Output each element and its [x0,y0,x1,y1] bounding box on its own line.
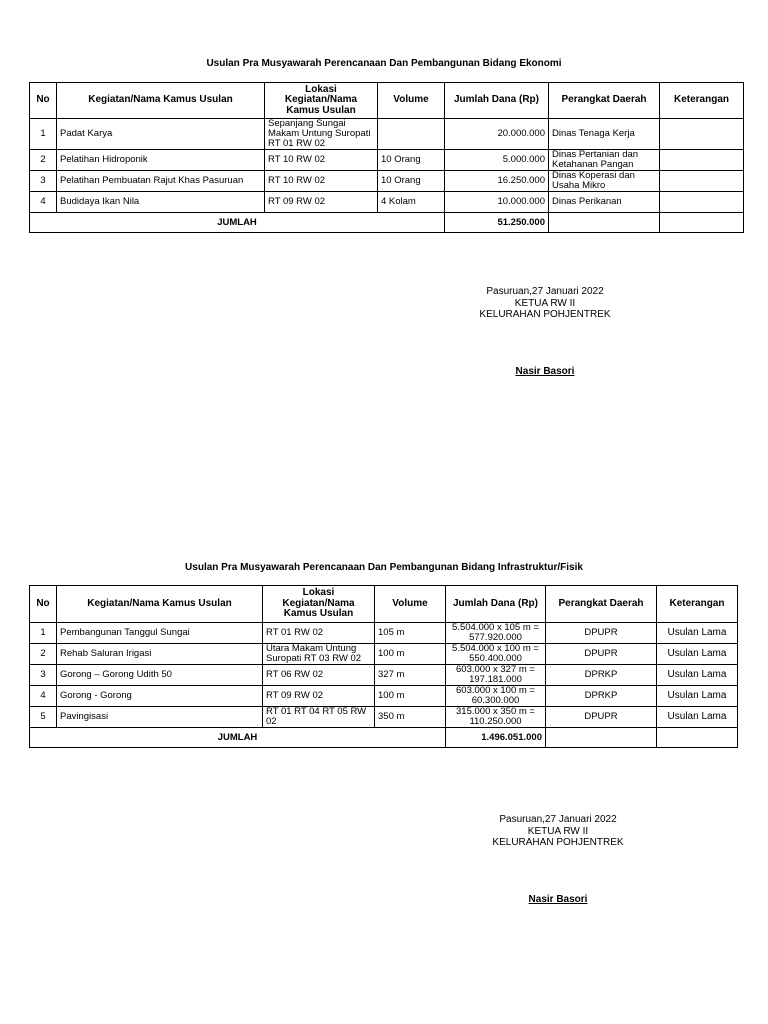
cell-volume [378,119,445,150]
cell-no: 1 [30,119,57,150]
signature-name: Nasir Basori [515,365,575,377]
table-row [30,707,738,728]
cell-kegiatan: Pelatihan Pembuatan Rajut Khas Pasuruan [57,171,265,192]
cell-kegiatan: Pavingisasi [57,707,263,728]
cell-volume: 4 Kolam [378,192,445,213]
total-row [30,213,744,233]
cell-volume: 10 Orang [378,150,445,171]
total-empty-cell [549,213,660,233]
total-value: 1.496.051.000 [446,728,546,748]
header-perangkat: Perangkat Daerah [549,83,660,119]
cell-no: 4 [30,686,57,707]
table-row [30,192,744,213]
cell-no: 2 [30,644,57,665]
cell-lokasi: RT 10 RW 02 [265,171,378,192]
total-empty-cell [660,213,744,233]
cell-jumlah: 10.000.000 [445,192,549,213]
cell-jumlah: 16.250.000 [445,171,549,192]
cell-jumlah: 5.504.000 x 100 m = 550.400.000 [446,644,546,665]
cell-lokasi: RT 06 RW 02 [263,665,375,686]
cell-lokasi: RT 09 RW 02 [265,192,378,213]
cell-no: 2 [30,150,57,171]
cell-volume: 350 m [375,707,446,728]
cell-volume: 105 m [375,623,446,644]
total-value: 51.250.000 [445,213,549,233]
cell-jumlah: 5.504.000 x 105 m = 577.920.000 [446,623,546,644]
cell-volume: 10 Orang [378,171,445,192]
table-infrastruktur [29,585,738,748]
cell-lokasi: RT 10 RW 02 [265,150,378,171]
cell-keterangan: Usulan Lama [657,623,738,644]
table-title-ekonomi: Usulan Pra Musyawarah Perencanaan Dan Pembangunan Bidang Ekonomi [206,58,562,69]
header-perangkat: Perangkat Daerah [546,586,657,623]
header-no: No [30,83,57,119]
cell-keterangan [660,192,744,213]
table-row [30,665,738,686]
cell-jumlah: 315.000 x 350 m = 110.250.000 [446,707,546,728]
cell-perangkat: Dinas Perikanan [549,192,660,213]
cell-perangkat: DPRKP [546,686,657,707]
total-row [30,728,738,748]
cell-perangkat: DPUPR [546,623,657,644]
cell-perangkat: Dinas Pertanian dan Ketahanan Pangan [549,150,660,171]
table-row [30,171,744,192]
cell-perangkat: DPRKP [546,665,657,686]
cell-lokasi: RT 01 RW 02 [263,623,375,644]
cell-perangkat: Dinas Koperasi dan Usaha Mikro [549,171,660,192]
table-row [30,150,744,171]
table-title-infrastruktur: Usulan Pra Musyawarah Perencanaan Dan Pembangunan Bidang Infrastruktur/Fisik [185,562,583,573]
cell-volume: 100 m [375,644,446,665]
cell-keterangan: Usulan Lama [657,644,738,665]
signature-place-date: Pasuruan,27 Januari 2022 [486,286,604,297]
signature-name: Nasir Basori [528,893,588,905]
cell-kegiatan: Padat Karya [57,119,265,150]
cell-keterangan: Usulan Lama [657,686,738,707]
header-no: No [30,586,57,623]
total-empty-cell [657,728,738,748]
cell-lokasi: Sepanjang Sungai Makam Untung Suropati RT 01 RW 02 [265,119,378,150]
header-kegiatan: Kegiatan/Nama Kamus Usulan [57,83,265,119]
cell-jumlah: 20.000.000 [445,119,549,150]
cell-lokasi: RT 01 RT 04 RT 05 RW 02 [263,707,375,728]
cell-kegiatan: Pembangunan Tanggul Sungai [57,623,263,644]
cell-no: 5 [30,707,57,728]
cell-no: 1 [30,623,57,644]
header-keterangan: Keterangan [657,586,738,623]
table-row [30,623,738,644]
cell-jumlah: 603.000 x 100 m = 60.300.000 [446,686,546,707]
cell-perangkat: DPUPR [546,644,657,665]
total-label: JUMLAH [30,213,445,233]
signature-place-date: Pasuruan,27 Januari 2022 [499,814,617,825]
cell-kegiatan: Rehab Saluran Irigasi [57,644,263,665]
signature-block [465,286,625,377]
total-label: JUMLAH [30,728,446,748]
cell-no: 4 [30,192,57,213]
table-row [30,119,744,150]
cell-kegiatan: Budidaya Ikan Nila [57,192,265,213]
cell-keterangan [660,150,744,171]
signature-office: KELURAHAN POHJENTREK [492,837,624,848]
header-jumlah: Jumlah Dana (Rp) [446,586,546,623]
signature-role: KETUA RW II [514,297,576,309]
header-kegiatan: Kegiatan/Nama Kamus Usulan [57,586,263,623]
header-lokasi: Lokasi Kegiatan/Nama Kamus Usulan [265,83,378,119]
cell-keterangan: Usulan Lama [657,665,738,686]
cell-keterangan: Usulan Lama [657,707,738,728]
cell-lokasi: RT 09 RW 02 [263,686,375,707]
cell-lokasi: Utara Makam Untung Suropati RT 03 RW 02 [263,644,375,665]
total-empty-cell [546,728,657,748]
table-row [30,686,738,707]
cell-kegiatan: Pelatihan Hidroponik [57,150,265,171]
table-header-row [30,586,738,623]
cell-volume: 100 m [375,686,446,707]
table-row [30,644,738,665]
cell-volume: 327 m [375,665,446,686]
cell-perangkat: DPUPR [546,707,657,728]
header-jumlah: Jumlah Dana (Rp) [445,83,549,119]
cell-keterangan [660,171,744,192]
signature-office: KELURAHAN POHJENTREK [479,309,611,320]
cell-keterangan [660,119,744,150]
cell-perangkat: Dinas Tenaga Kerja [549,119,660,150]
signature-role: KETUA RW II [527,825,589,837]
cell-no: 3 [30,665,57,686]
header-keterangan: Keterangan [660,83,744,119]
cell-kegiatan: Gorong - Gorong [57,686,263,707]
header-volume: Volume [378,83,445,119]
table-header-row [30,83,744,119]
cell-jumlah: 5.000.000 [445,150,549,171]
cell-jumlah: 603.000 x 327 m = 197.181.000 [446,665,546,686]
header-lokasi: Lokasi Kegiatan/Nama Kamus Usulan [263,586,375,623]
cell-kegiatan: Gorong – Gorong Udith 50 [57,665,263,686]
signature-block [478,814,638,905]
cell-no: 3 [30,171,57,192]
table-ekonomi [29,82,744,233]
header-volume: Volume [375,586,446,623]
